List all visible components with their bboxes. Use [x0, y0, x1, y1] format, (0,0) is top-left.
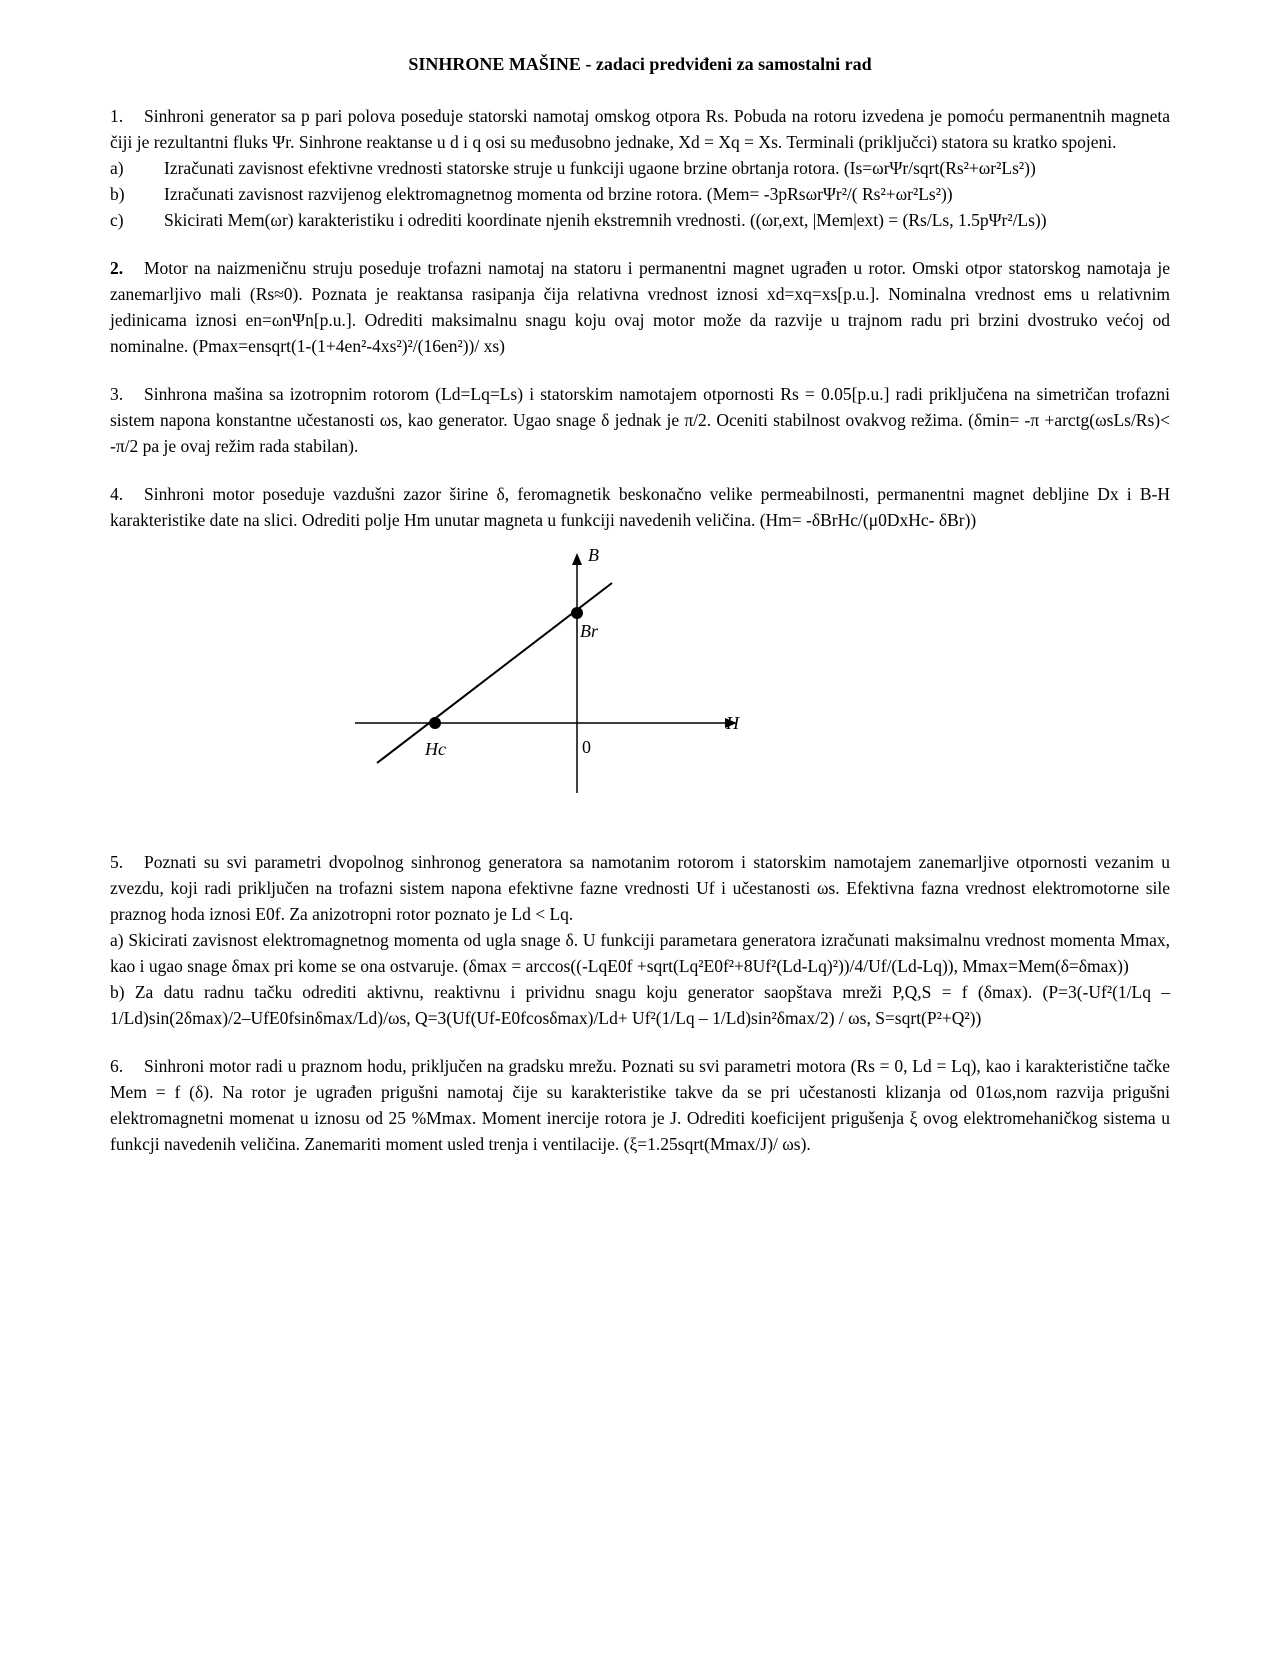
task-1-item-c: [110, 207, 1170, 233]
task-3-text: Sinhrona mašina sa izotropnim rotorom (Ld=Lq=Ls) i statorskim namotajem otpornosti Rs = 0.05[p.u.] radi priključena na simetričan trofazni sistem napona konstantne učestanosti ωs, kao generator. Ugao snage δ jednak je π/2. Oceniti stabilnost ovakvog režima. (δmin= -π +arctg(ωsLs/Rs)< -π/2 pa je ovaj režim rada stabilan).: [110, 384, 1170, 456]
task-5-text: Poznati su svi parametri dvopolnog sinhronog generatora sa namotanim rotorom i statorskim namotajem zanemarljive otpornosti vezanim u zvezdu, koji radi priključen na trofazni sistem napona efektivne fazne vrednosti Uf i učestanosti ωs. Efektivna fazna vrednost elektromotorne sile praznog hoda iznosi E0f. Za anizotropni rotor poznato je Ld < Lq.: [110, 852, 1170, 924]
task-4-text: Sinhroni motor poseduje vazdušni zazor širine δ, feromagnetik beskonačno velike permeabilnosti, permanentni magnet debljine Dx i B-H karakteristike date na slici. Odrediti polje Hm unutar magneta u funkciji navedenih veličina. (Hm= -δBrHc/(μ0DxHc- δBr)): [110, 484, 1170, 530]
task-6-text: Sinhroni motor radi u praznom hodu, priključen na gradsku mrežu. Poznati su svi parametri motora (Rs = 0, Ld = Lq), kao i karakteristične tačke Mem = f (δ). Na rotor je ugrađen prigušni namotaj čije su karakteristike takve da se pri učestanosti klizanja od 01ωs,nom razvija prigušni elektromagnetni momenat u iznosu od 25 %Mmax. Moment inercije rotora je J. Odrediti koeficijent prigušenja ξ ovog elektromehaničkog sistema u funkcji navedenih veličina. Zanemariti moment usled trenja i ventilacije. (ξ=1.25sqrt(Mmax/J)/ ωs).: [110, 1056, 1170, 1154]
document-page: [110, 40, 1170, 1179]
task-5-number: 5.: [110, 852, 124, 872]
task-4: [110, 481, 1170, 533]
bh-diagram: [355, 543, 775, 803]
task-1-item-a: [110, 155, 1170, 181]
task-1-item-b-label: b): [110, 184, 125, 204]
b-axis-arrow: [572, 553, 582, 565]
origin-label: 0: [582, 737, 591, 757]
hc-point: [429, 717, 441, 729]
task-2: [110, 255, 1170, 359]
task-1-item-b-text: Izračunati zavisnost razvijenog elektromagnetnog momenta od brzine rotora. (Mem= -3pRsωrΨr²/( Rs²+ωr²Ls²)): [164, 184, 953, 204]
axis-label-h: H: [726, 713, 739, 733]
task-1-item-a-text: Izračunati zavisnost efektivne vrednosti statorske struje u funkciji ugaone brzine obrtanja rotora. (Is=ωrΨr/sqrt(Rs²+ωr²Ls²)): [164, 158, 1036, 178]
task-4-number: 4.: [110, 484, 124, 504]
axis-label-b: B: [588, 545, 599, 565]
task-2-text: Motor na naizmeničnu struju poseduje trofazni namotaj na statoru i permanentni magnet ugrađen u rotor. Omski otpor statorskog namotaja je zanemarljivo mali (Rs≈0). Poznata je reaktansa rasipanja čija relativna vrednost iznosi xd=xq=xs[p.u.]. Nominalna vrednost ems u relativnim jedinicama iznosi en=ωnΨn[p.u.]. Odrediti maksimalnu snagu koju ovaj motor može da razvije u trajnom radu pri brzini dvostruko većoj od nominalne. (Pmax=ensqrt(1-(1+4en²-4xs²)²/(16en²))/ xs): [110, 258, 1170, 356]
bh-characteristic-figure: [110, 543, 1170, 843]
point-label-br: Br: [580, 621, 598, 641]
task-1-item-c-label: c): [110, 210, 124, 230]
task-3: [110, 381, 1170, 459]
task-2-number: 2.: [110, 258, 124, 278]
task-1-item-c-text: Skicirati Mem(ωr) karakteristiku i odrediti koordinate njenih ekstremnih vrednosti. ((ωr,ext, |Mem|ext) = (Rs/Ls, 1.5pΨr²/Ls)): [164, 210, 1047, 230]
task-5-part-a: a) Skicirati zavisnost elektromagnetnog momenta od ugla snage δ. U funkciji parametara generatora izračunati maksimalnu vrednost momenta Mmax, kao i ugao snage δmax pri kome se ona ostvaruje. (δmax = arccos((-LqE0f +sqrt(Lq²E0f²+8Uf²(Ld-Lq)²))/4/Uf/(Ld-Lq)), Mmax=Mem(δ=δmax)): [110, 930, 1170, 976]
task-1: [110, 103, 1170, 233]
task-5: [110, 849, 1170, 1031]
task-1-item-a-label: a): [110, 158, 124, 178]
task-5-part-b: b) Za datu radnu tačku odrediti aktivnu, reaktivnu i prividnu snagu koju generator saopštava mreži P,Q,S = f (δmax). (P=3(-Uf²(1/Lq – 1/Ld)sin(2δmax)/2–UfE0fsinδmax/Ld)/ωs, Q=3(Uf(Uf-E0fcosδmax)/Ld+ Uf²(1/Lq – 1/Ld)sin²δmax/2) / ωs, S=sqrt(P²+Q²)): [110, 982, 1170, 1028]
task-3-number: 3.: [110, 384, 124, 404]
br-point: [571, 607, 583, 619]
task-6: [110, 1053, 1170, 1157]
task-1-item-b: [110, 181, 1170, 207]
task-6-number: 6.: [110, 1056, 124, 1076]
page-title: SINHRONE MAŠINE - zadaci predviđeni za samostalni rad: [408, 54, 872, 74]
point-label-hc: Hc: [425, 739, 446, 759]
task-1-number: 1.: [110, 106, 124, 126]
task-1-text: Sinhroni generator sa p pari polova poseduje statorski namotaj omskog otpora Rs. Pobuda na rotoru izvedena je pomoću permanentnih magneta čiji je rezultantni fluks Ψr. Sinhrone reaktanse u d i q osi su međusobno jednake, Xd = Xq = Xs. Terminali (priključci) statora su kratko spojeni.: [110, 106, 1170, 152]
